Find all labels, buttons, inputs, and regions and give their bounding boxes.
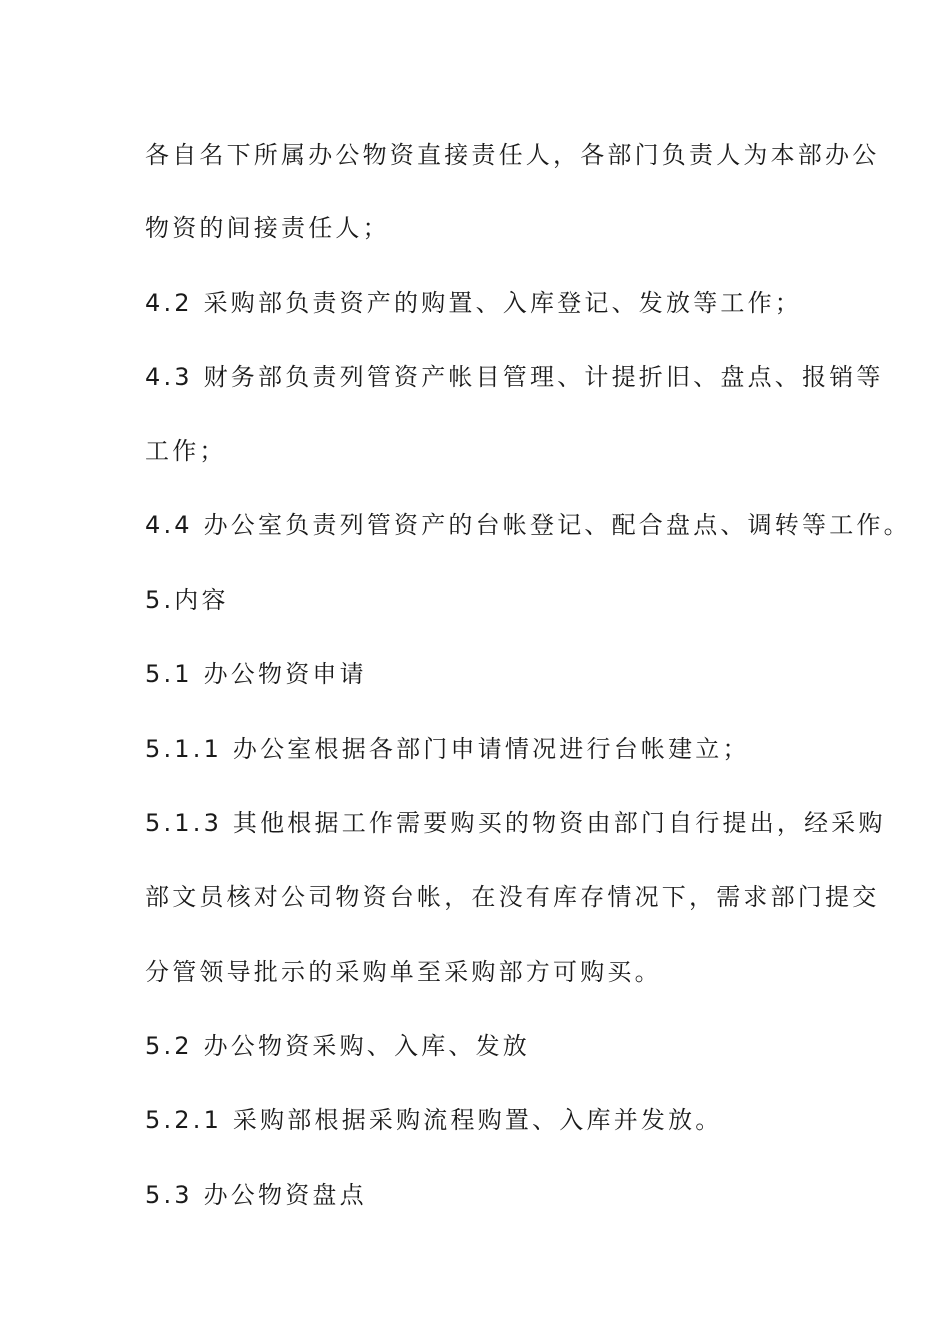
section-heading: 5.内容 (145, 586, 229, 614)
text-line: 4.2 采购部负责资产的购置、入库登记、发放等工作； (145, 289, 802, 317)
subsection-heading: 5.3 办公物资盘点 (145, 1181, 367, 1209)
text-line: 4.4 办公室负责列管资产的台帐登记、配合盘点、调转等工作。 (145, 511, 911, 539)
text-line: 物资的间接责任人； (145, 214, 390, 242)
text-line: 各自名下所属办公物资直接责任人，各部门负责人为本部办公 (145, 141, 880, 169)
subsection-heading: 5.1 办公物资申请 (145, 660, 367, 688)
text-line: 5.1.1 办公室根据各部门申请情况进行台帐建立； (145, 735, 750, 763)
text-line: 部文员核对公司物资台帐，在没有库存情况下，需求部门提交 (145, 883, 880, 911)
text-line: 5.1.3 其他根据工作需要购买的物资由部门自行提出，经采购 (145, 809, 886, 837)
text-line: 5.2.1 采购部根据采购流程购置、入库并发放。 (145, 1106, 723, 1134)
subsection-heading: 5.2 办公物资采购、入库、发放 (145, 1032, 530, 1060)
text-line: 分管领导批示的采购单至采购部方可购买。 (145, 958, 662, 986)
text-line: 4.3 财务部负责列管资产帐目管理、计提折旧、盘点、报销等 (145, 363, 884, 391)
text-line: 工作； (145, 437, 227, 465)
